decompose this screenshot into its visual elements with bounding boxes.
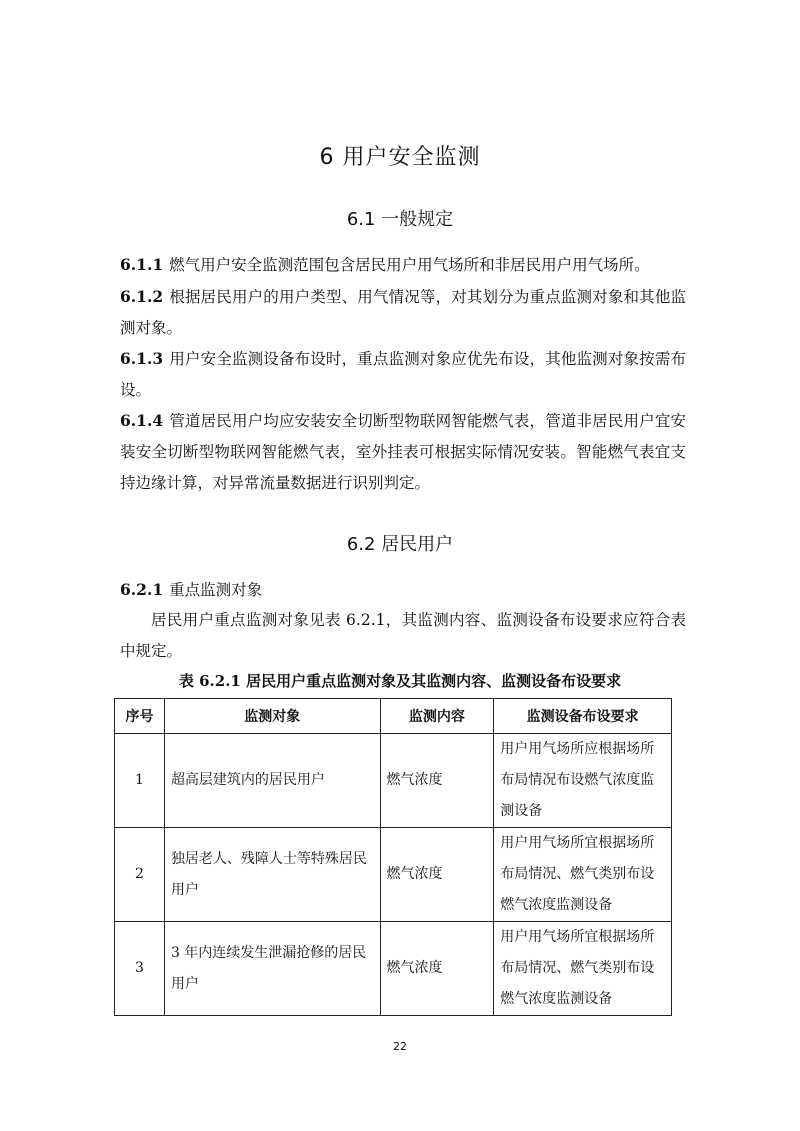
- clause-text: 用户安全监测设备布设时，重点监测对象应优先布设，其他监测对象按需布设。: [120, 350, 686, 399]
- clause-6-2-1: [120, 574, 686, 606]
- section-title-6-2: 6.2 居民用户: [346, 534, 454, 555]
- clause-6-1-2: [120, 281, 686, 344]
- cell-index: 2: [115, 828, 165, 922]
- clause-text: 管道居民用户均应安装安全切断型物联网智能燃气表，管道非居民用户宜安装安全切断型物联网智能燃气表，室外挂表可根据实际情况安装。智能燃气表宜支持边缘计算，对异常流量数据进行识别判定。: [120, 412, 686, 492]
- clause-text: 燃气用户安全监测范围包含居民用户用气场所和非居民用户用气场所。: [169, 256, 650, 274]
- page-number: 22: [393, 1040, 407, 1053]
- chapter-title: 6 用户安全监测: [319, 145, 481, 170]
- clause-text: 根据居民用户的用户类型、用气情况等，对其划分为重点监测对象和其他监测对象。: [120, 288, 686, 337]
- cell-requirement: 用户用气场所应根据场所布局情况布设燃气浓度监测设备: [494, 734, 672, 828]
- clause-heading: 重点监测对象: [169, 581, 263, 599]
- clause-number: 6.1.3: [120, 349, 164, 368]
- clause-number: 6.1.1: [120, 255, 164, 274]
- table-caption: 表 6.2.1 居民用户重点监测对象及其监测内容、监测设备布设要求: [178, 672, 622, 690]
- table-header-row: [115, 699, 672, 734]
- section-title-6-1: 6.1 一般规定: [346, 209, 454, 230]
- cell-content: 燃气浓度: [380, 922, 494, 1016]
- header-index: 序号: [115, 699, 165, 734]
- cell-requirement: 用户用气场所宜根据场所布局情况、燃气类别布设燃气浓度监测设备: [494, 828, 672, 922]
- clause-6-1-4: [120, 405, 686, 499]
- clause-number: 6.1.2: [120, 287, 164, 306]
- cell-index: 3: [115, 922, 165, 1016]
- header-content: 监测内容: [380, 699, 494, 734]
- table-row: [115, 734, 672, 828]
- cell-target: 独居老人、残障人士等特殊居民用户: [164, 828, 380, 922]
- clause-number: 6.1.4: [120, 411, 164, 430]
- cell-index: 1: [115, 734, 165, 828]
- table-row: [115, 922, 672, 1016]
- cell-content: 燃气浓度: [380, 828, 494, 922]
- cell-requirement: 用户用气场所宜根据场所布局情况、燃气类别布设燃气浓度监测设备: [494, 922, 672, 1016]
- header-requirement: 监测设备布设要求: [494, 699, 672, 734]
- clause-6-1-3: [120, 343, 686, 406]
- cell-target: 超高层建筑内的居民用户: [164, 734, 380, 828]
- cell-content: 燃气浓度: [380, 734, 494, 828]
- clause-6-2-1-body: 居民用户重点监测对象见表 6.2.1，其监测内容、监测设备布设要求应符合表中规定。: [120, 611, 686, 660]
- cell-target: 3 年内连续发生泄漏抢修的居民用户: [164, 922, 380, 1016]
- header-target: 监测对象: [164, 699, 380, 734]
- monitoring-table: [114, 698, 672, 1016]
- clause-6-1-1: [120, 249, 686, 281]
- table-row: [115, 828, 672, 922]
- clause-number: 6.2.1: [120, 580, 164, 599]
